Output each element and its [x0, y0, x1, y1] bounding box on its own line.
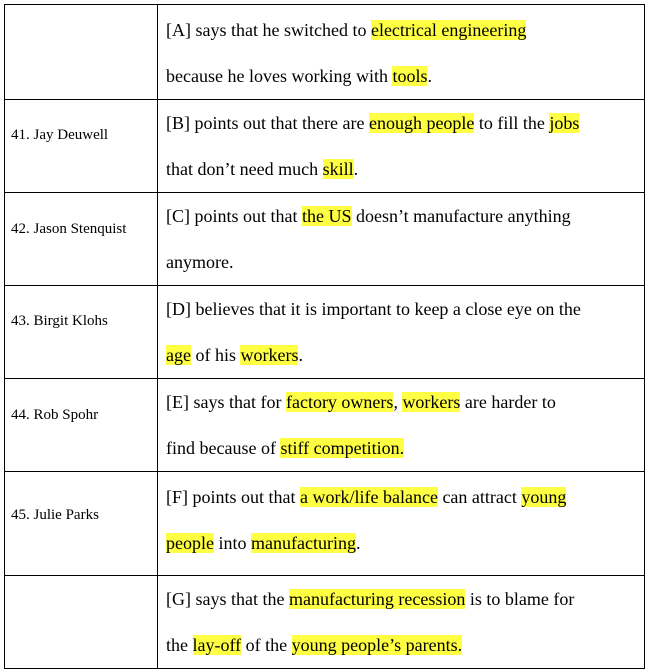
- highlighted-phrase: jobs: [549, 113, 580, 133]
- highlighted-phrase: workers: [402, 392, 461, 412]
- statement-line-1: [166, 7, 638, 53]
- statement-text: [A] says that he switched to: [166, 20, 371, 40]
- statement-text: the: [166, 635, 193, 655]
- table-row: [5, 286, 645, 379]
- highlighted-phrase: lay-off: [192, 635, 242, 655]
- statement-text: into: [213, 533, 251, 553]
- statement-text: [D] believes that it is important to keep a close eye on the: [166, 299, 581, 319]
- statement-text: [F] points out that: [166, 487, 300, 507]
- statement-text: ,: [393, 392, 403, 412]
- matching-table-body: [5, 5, 645, 669]
- highlighted-phrase: factory owners: [285, 392, 394, 412]
- statement-cell: [158, 576, 645, 669]
- statement-line-2: [166, 239, 638, 285]
- highlighted-phrase: stiff competition.: [280, 438, 405, 458]
- highlighted-phrase: tools: [392, 66, 428, 86]
- statement-text: doesn’t manufacture anything: [351, 206, 571, 226]
- statement-text: anymore.: [166, 252, 234, 272]
- statement-line-1: [166, 474, 638, 520]
- person-name-cell: [5, 5, 158, 100]
- table-row: [5, 5, 645, 100]
- statement-text: .: [353, 159, 359, 179]
- statement-text: .: [355, 533, 361, 553]
- person-name: 44. Rob Spohr: [11, 407, 99, 423]
- statement-line-2: [166, 622, 638, 668]
- person-name-cell: [5, 576, 158, 669]
- highlighted-phrase: young: [521, 487, 567, 507]
- table-row: [5, 576, 645, 669]
- person-name: 41. Jay Deuwell: [11, 127, 109, 143]
- highlighted-phrase: young people’s parents.: [291, 635, 463, 655]
- highlighted-phrase: a work/life balance: [300, 487, 438, 507]
- statement-text: to fill the: [474, 113, 550, 133]
- statement-text: [C] points out that: [166, 206, 302, 226]
- person-name: 45. Julie Parks: [11, 507, 99, 523]
- statement-text: .: [298, 345, 303, 365]
- highlighted-phrase: manufacturing: [251, 533, 356, 553]
- highlighted-phrase: the US: [302, 206, 352, 226]
- person-name-cell: [5, 286, 158, 379]
- statement-line-1: [166, 100, 638, 146]
- person-name-cell: [5, 100, 158, 193]
- statement-text: [G] says that the: [166, 589, 289, 609]
- statement-text: is to blame for: [465, 589, 575, 609]
- statement-line-2: [166, 520, 638, 566]
- statement-line-2: [166, 425, 638, 471]
- highlighted-phrase: enough people: [368, 113, 475, 133]
- table-row: [5, 379, 645, 472]
- statement-cell: [158, 379, 645, 472]
- statement-line-2: [166, 332, 638, 378]
- statement-cell: [158, 472, 645, 576]
- highlighted-phrase: workers: [240, 345, 299, 365]
- statement-text: of the: [241, 635, 292, 655]
- highlighted-phrase: manufacturing recession: [288, 589, 466, 609]
- person-name: 43. Birgit Klohs: [11, 313, 108, 329]
- person-name: 42. Jason Stenquist: [11, 221, 127, 237]
- statement-text: .: [427, 66, 432, 86]
- statement-line-2: [166, 146, 638, 192]
- statement-text: of his: [190, 345, 241, 365]
- table-row: [5, 472, 645, 576]
- statement-cell: [158, 193, 645, 286]
- statement-text: find because of: [166, 438, 281, 458]
- person-name-cell: [5, 379, 158, 472]
- statement-text: [E] says that for: [166, 392, 286, 412]
- statement-line-1: [166, 286, 638, 332]
- highlighted-phrase: electrical engineering: [370, 20, 527, 40]
- matching-table: [4, 4, 645, 669]
- statement-cell: [158, 100, 645, 193]
- person-name-cell: [5, 472, 158, 576]
- statement-text: that don’t need much: [166, 159, 323, 179]
- highlighted-phrase: people: [166, 533, 214, 553]
- statement-text: [B] points out that there are: [166, 113, 369, 133]
- statement-text: are harder to: [460, 392, 556, 412]
- statement-text: can attract: [437, 487, 522, 507]
- table-row: [5, 193, 645, 286]
- highlighted-phrase: age: [166, 345, 191, 365]
- highlighted-phrase: skill: [322, 159, 354, 179]
- statement-line-1: [166, 193, 638, 239]
- statement-line-1: [166, 379, 638, 425]
- statement-text: because he loves working with: [166, 66, 393, 86]
- statement-cell: [158, 286, 645, 379]
- person-name-cell: [5, 193, 158, 286]
- table-row: [5, 100, 645, 193]
- statement-line-1: [166, 576, 638, 622]
- statement-line-2: [166, 53, 638, 99]
- statement-cell: [158, 5, 645, 100]
